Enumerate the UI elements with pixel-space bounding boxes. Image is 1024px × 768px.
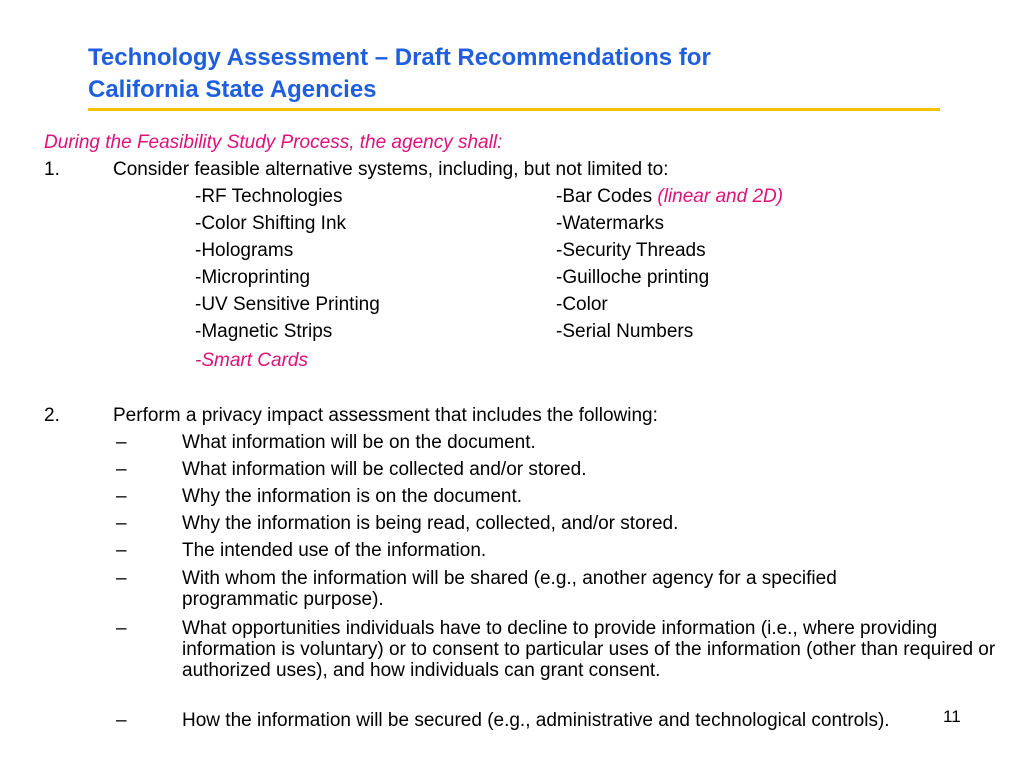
assessment-point	[116, 540, 996, 561]
intro-text: During the Feasibility Study Process, the agency shall:	[44, 132, 503, 153]
tech-item-bar-codes	[556, 185, 783, 209]
dash-bullet: –	[116, 618, 127, 639]
item-number-2: 2.	[44, 405, 60, 426]
tech-item-holograms: -Holograms	[195, 240, 294, 261]
assessment-point-text: What information will be collected and/or stored.	[182, 459, 587, 480]
assessment-point-text: Why the information is being read, collected, and/or stored.	[182, 513, 679, 534]
bar-codes-label: -Bar Codes	[556, 186, 653, 207]
assessment-point	[116, 710, 936, 731]
title-line-1: Technology Assessment – Draft Recommendations for	[88, 44, 711, 71]
tech-item-color-shifting-ink: -Color Shifting Ink	[195, 213, 347, 234]
assessment-point	[116, 459, 996, 480]
assessment-point	[116, 618, 996, 681]
tech-item-watermarks: -Watermarks	[556, 213, 665, 234]
assessment-point-text: With whom the information will be shared (e.g., another agency for a specified programmatic purpose).	[182, 568, 837, 610]
tech-item-serial-numbers: -Serial Numbers	[556, 321, 694, 342]
dash-bullet: –	[116, 540, 127, 561]
title-line-2: California State Agencies	[88, 76, 377, 103]
assessment-point-text: Why the information is on the document.	[182, 486, 523, 507]
tech-item-guilloche-printing: -Guilloche printing	[556, 267, 710, 288]
numbered-item-2	[44, 404, 658, 428]
assessment-point-text: What opportunities individuals have to decline to provide information (i.e., where providing information is voluntary) or to consent to particular uses of the information (other than required or authorized uses), and how individuals can grant consent.	[182, 618, 996, 681]
assessment-point	[116, 513, 996, 534]
dash-bullet: –	[116, 432, 127, 453]
bar-codes-note: (linear and 2D)	[657, 186, 784, 207]
page-number: 11	[943, 707, 961, 726]
tech-item-security-threads: -Security Threads	[556, 240, 706, 261]
item-text-1: Consider feasible alternative systems, including, but not limited to:	[113, 159, 669, 180]
dash-bullet: –	[116, 486, 127, 507]
tech-item-magnetic-strips: -Magnetic Strips	[195, 321, 333, 342]
tech-item-microprinting: -Microprinting	[195, 267, 311, 288]
assessment-point-text: The intended use of the information.	[182, 540, 487, 561]
tech-item-smart-cards: -Smart Cards	[195, 350, 308, 371]
slide-title	[88, 42, 948, 106]
numbered-item-1	[44, 158, 669, 182]
assessment-point-text: How the information will be secured (e.g., administrative and technological controls).	[182, 710, 890, 731]
item-text-2: Perform a privacy impact assessment that includes the following:	[113, 405, 658, 426]
item-number-1: 1.	[44, 159, 60, 180]
assessment-point-text: What information will be on the document.	[182, 432, 536, 453]
dash-bullet: –	[116, 459, 127, 480]
dash-bullet: –	[116, 513, 127, 534]
dash-bullet: –	[116, 568, 127, 589]
dash-bullet: –	[116, 710, 127, 731]
tech-item-rf-technologies: -RF Technologies	[195, 186, 343, 207]
assessment-point	[116, 568, 946, 610]
assessment-point	[116, 432, 996, 453]
tech-item-color: -Color	[556, 294, 608, 315]
tech-item-uv-sensitive-printing: -UV Sensitive Printing	[195, 294, 380, 315]
title-underline-divider	[88, 108, 940, 111]
assessment-point	[116, 486, 996, 507]
